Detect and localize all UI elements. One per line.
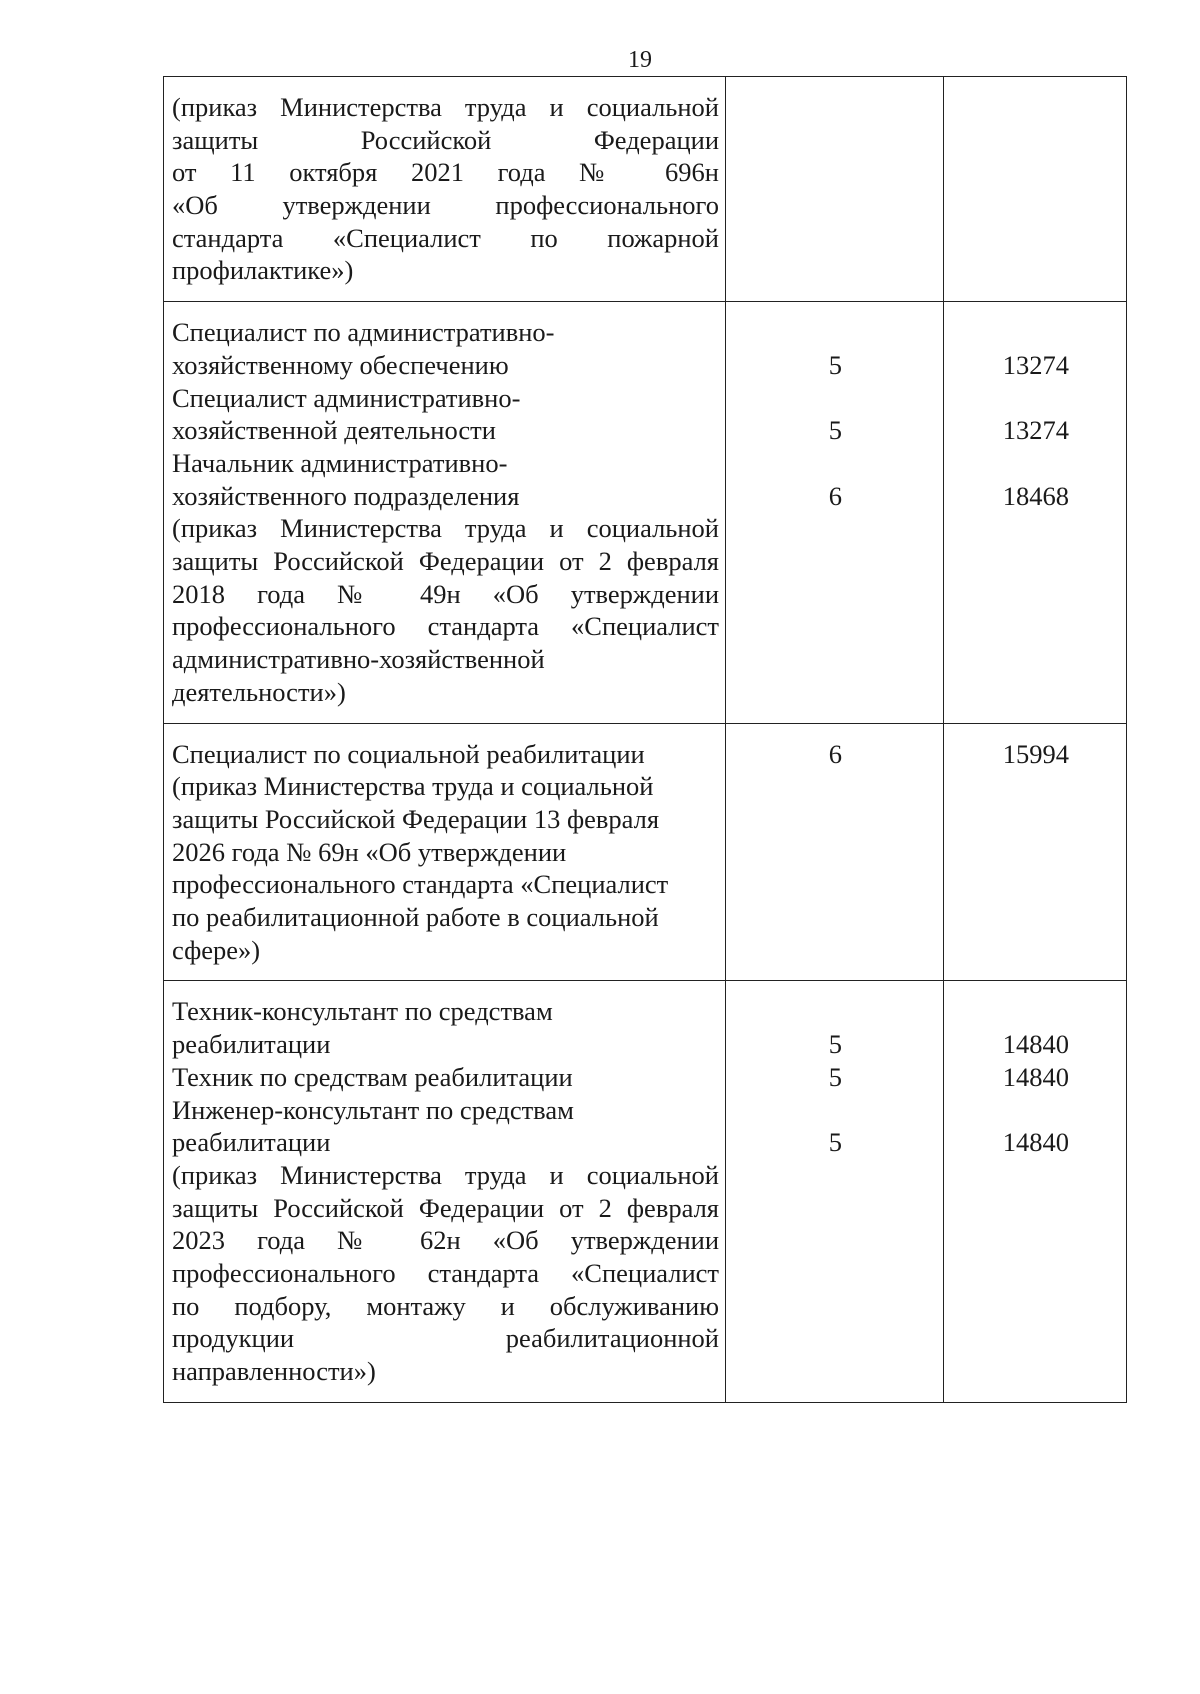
position-line: продукции реабилитационной xyxy=(172,1323,719,1354)
position-line: по подбору, монтажу и обслуживанию xyxy=(172,1290,719,1321)
position-line: (приказ Министерства труда и социальной xyxy=(172,771,654,802)
position-line: направленности») xyxy=(172,1356,376,1387)
qualification-level-value xyxy=(734,382,937,415)
position-line: «Об утверждении профессионального xyxy=(172,190,719,221)
position-line: деятельности») xyxy=(172,676,346,707)
position-line: профессионального стандарта «Специалист xyxy=(172,1258,719,1289)
table-row xyxy=(164,77,1127,302)
position-line: административно-хозяйственной xyxy=(172,644,545,675)
qualification-level-cell xyxy=(726,981,944,1402)
salary-value: 13274 xyxy=(1002,349,1069,380)
qualification-level-value: 5 xyxy=(828,349,842,380)
position-line: Инженер-консультант по средствам xyxy=(172,1094,574,1125)
position-text xyxy=(172,316,719,708)
qualification-level-cell xyxy=(726,77,944,302)
position-line: Специалист по социальной реабилитации xyxy=(172,738,645,769)
table-row xyxy=(164,981,1127,1402)
position-line: защиты Российской Федерации 13 февраля xyxy=(172,803,660,834)
position-line: 2023 года № 62н «Об утверждении xyxy=(172,1225,719,1256)
position-line: защиты Российской Федерации от 2 февраля xyxy=(172,546,719,577)
position-line: 2026 года № 69н «Об утверждении xyxy=(172,836,567,867)
qualification-level-cell xyxy=(726,723,944,981)
position-text xyxy=(172,995,719,1387)
salary-cell xyxy=(943,723,1126,981)
salary-value xyxy=(952,447,1120,480)
position-line: защиты Российской Федерации от 2 февраля xyxy=(172,1192,719,1223)
salary-value: 18468 xyxy=(1002,480,1069,511)
qualification-level-value xyxy=(734,995,937,1028)
position-cell xyxy=(164,77,726,302)
qualification-level-value xyxy=(734,447,937,480)
table-row xyxy=(164,723,1127,981)
position-line: по реабилитационной работе в социальной xyxy=(172,902,659,933)
position-cell xyxy=(164,723,726,981)
qualification-level-value: 5 xyxy=(828,1061,842,1092)
position-text xyxy=(172,738,719,967)
salary-cell xyxy=(943,981,1126,1402)
position-line: (приказ Министерства труда и социальной xyxy=(172,513,719,544)
position-line: от 11 октября 2021 года № 696н xyxy=(172,157,719,188)
position-line: профилактике») xyxy=(172,255,354,286)
salary-value: 14840 xyxy=(1002,1029,1069,1060)
position-line: (приказ Министерства труда и социальной xyxy=(172,1159,719,1190)
position-cell xyxy=(164,981,726,1402)
position-cell xyxy=(164,302,726,723)
position-text xyxy=(172,91,719,287)
qualification-level-value: 5 xyxy=(828,1127,842,1158)
qualification-level-value xyxy=(734,1094,937,1127)
salary-cell xyxy=(943,77,1126,302)
qualification-level-value: 6 xyxy=(828,480,842,511)
salary-value: 15994 xyxy=(1002,738,1069,769)
position-line: стандарта «Специалист по пожарной xyxy=(172,222,719,253)
qualification-level-cell xyxy=(726,302,944,723)
salary-value xyxy=(952,995,1120,1028)
position-line: Техник по средствам реабилитации xyxy=(172,1061,573,1092)
position-line: 2018 года № 49н «Об утверждении xyxy=(172,578,719,609)
table-body xyxy=(164,77,1127,1403)
qualification-level-value xyxy=(734,316,937,349)
salary-value: 14840 xyxy=(1002,1127,1069,1158)
salary-value xyxy=(952,1094,1120,1127)
position-line: Специалист административно- xyxy=(172,382,521,413)
salary-value: 13274 xyxy=(1002,415,1069,446)
position-line: сфере») xyxy=(172,934,261,965)
position-line: профессионального стандарта «Специалист xyxy=(172,611,719,642)
qualification-level-value: 5 xyxy=(828,1029,842,1060)
qualification-table xyxy=(163,76,1127,1403)
salary-value xyxy=(952,382,1120,415)
page-number: 19 xyxy=(628,47,652,73)
salary-cell xyxy=(943,302,1126,723)
position-line: хозяйственного подразделения xyxy=(172,480,520,511)
position-line: Начальник административно- xyxy=(172,447,508,478)
position-line: реабилитации xyxy=(172,1127,331,1158)
qualification-level-value: 5 xyxy=(828,415,842,446)
qualification-level-value: 6 xyxy=(828,738,842,769)
position-line: Техник-консультант по средствам xyxy=(172,996,553,1027)
position-line: реабилитации xyxy=(172,1029,331,1060)
salary-value: 14840 xyxy=(1002,1061,1069,1092)
position-line: (приказ Министерства труда и социальной xyxy=(172,92,719,122)
position-line: профессионального стандарта «Специалист xyxy=(172,869,669,900)
salary-value xyxy=(952,316,1120,349)
position-line: защиты Российской Федерации xyxy=(172,124,719,155)
position-line: Специалист по административно- xyxy=(172,317,555,348)
position-line: хозяйственной деятельности xyxy=(172,415,496,446)
position-line: хозяйственному обеспечению xyxy=(172,349,509,380)
table-row xyxy=(164,302,1127,723)
